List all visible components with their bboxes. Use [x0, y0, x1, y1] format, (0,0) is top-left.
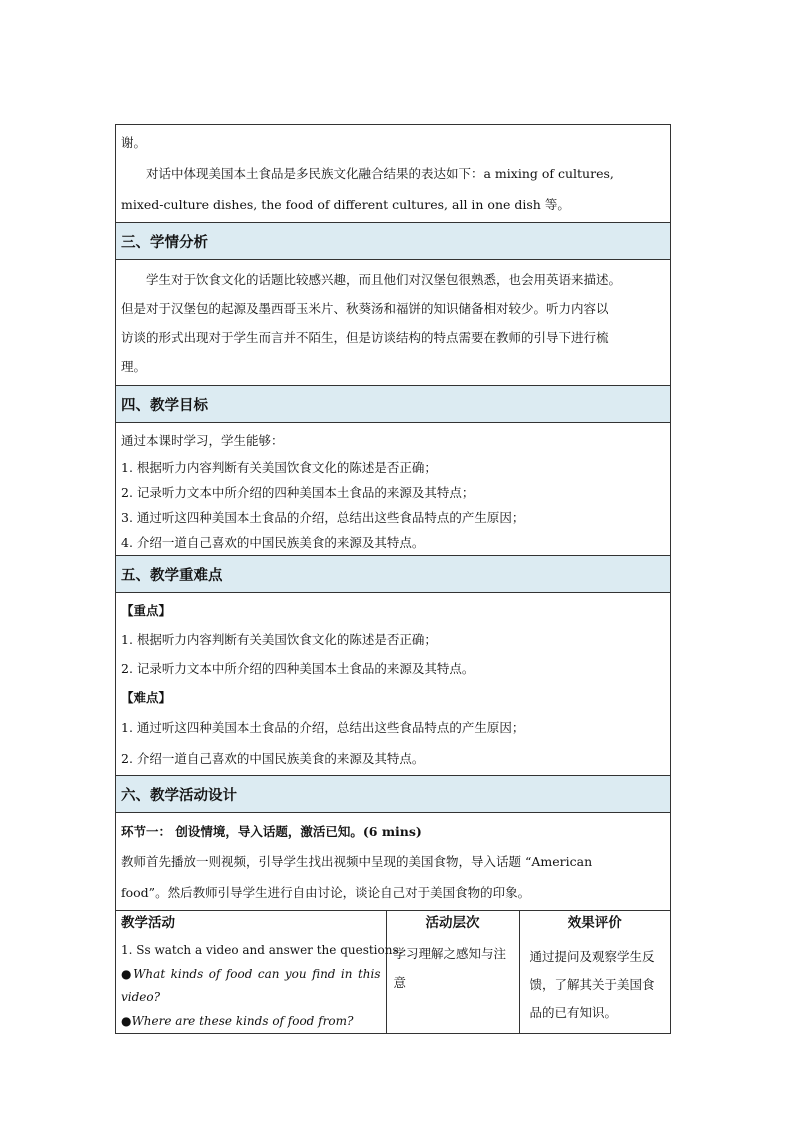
step-1-line-1: 教师首先播放一则视频，引导学生找出视频中呈现的美国食物，导入话题 “American — [121, 854, 593, 869]
col-activity-header: 教学活动 — [116, 911, 386, 939]
section-5-body — [116, 593, 671, 776]
s3-line-2: 但是对于汉堡包的起源及墨西哥玉米片、秋葵汤和福饼的知识储备相对较少。听力内容以 — [121, 301, 609, 316]
s4-item-1: 1. 根据听力内容判断有关美国饮食文化的陈述是否正确； — [121, 460, 437, 475]
section-5-title: 五、教学重难点 — [116, 556, 671, 593]
s4-intro: 通过本课时学习，学生能够： — [121, 433, 284, 448]
s5-diff-item-2: 2. 介绍一道自己喜欢的中国民族美食的来源及其特点。 — [121, 751, 425, 766]
s5-key-item-2: 2. 记录听力文本中所介绍的四种美国本土食品的来源及其特点。 — [121, 661, 475, 676]
s3-line-4: 理。 — [121, 359, 147, 374]
activity-1-evaluation: 通过提问及观察学生反馈，了解其关于美国食品的已有知识。 — [529, 949, 655, 1020]
section-4-body — [116, 423, 671, 556]
activity-1-level: 学习理解之感知与注意 — [386, 939, 519, 1033]
section-6-step — [116, 813, 671, 911]
s3-line-3: 访谈的形式出现对于学生而言并不陌生，但是访谈结构的特点需要在教师的引导下进行梳 — [121, 330, 609, 345]
activity-table-row-1 — [116, 939, 670, 1033]
intro-line-2: 对话中体现美国本土食品是多民族文化融合结果的表达如下：a mixing of cultures, — [146, 166, 614, 181]
section-6-title: 六、教学活动设计 — [116, 776, 671, 813]
s5-key-label: 【重点】 — [121, 603, 172, 618]
activity-table-header — [116, 911, 670, 939]
activity-table — [116, 911, 670, 1033]
lesson-plan-table — [115, 124, 671, 1034]
step-1-line-2: food”。然后教师引导学生进行自由讨论，谈论自己对于美国食物的印象。 — [121, 885, 531, 900]
s4-item-3: 3. 通过听这四种美国本土食品的介绍，总结出这些食品特点的产生原因； — [121, 510, 525, 525]
section-3-title: 三、学情分析 — [116, 223, 671, 260]
intro-line-3: mixed-culture dishes, the food of different cultures, all in one dish 等。 — [121, 197, 570, 212]
step-1-title: 环节一： 创设情境，导入话题，激活已知。(6 mins) — [121, 824, 422, 839]
s5-key-item-1: 1. 根据听力内容判断有关美国饮食文化的陈述是否正确； — [121, 632, 437, 647]
section-6-header — [116, 776, 671, 813]
section-5-header — [116, 556, 671, 593]
s4-item-2: 2. 记录听力文本中所介绍的四种美国本土食品的来源及其特点； — [121, 485, 475, 500]
section-3-header — [116, 223, 671, 260]
activity-1-question-1: ●What kinds of food can you find in this video? — [121, 966, 381, 1004]
activity-1-text: 1. Ss watch a video and answer the questions. — [121, 943, 403, 957]
col-evaluation-header: 效果评价 — [567, 915, 622, 931]
activity-1-question-2: ●Where are these kinds of food from? — [121, 1013, 354, 1028]
section-3-body — [116, 260, 671, 386]
section-4-header — [116, 386, 671, 423]
intro-continuation-row — [116, 125, 671, 223]
activity-table-row — [116, 911, 671, 1034]
s4-item-4: 4. 介绍一道自己喜欢的中国民族美食的来源及其特点。 — [121, 535, 425, 550]
s5-diff-label: 【难点】 — [121, 690, 172, 705]
col-level-header: 活动层次 — [386, 911, 519, 939]
intro-line-1: 谢。 — [121, 135, 147, 150]
s5-diff-item-1: 1. 通过听这四种美国本土食品的介绍，总结出这些食品特点的产生原因； — [121, 720, 525, 735]
section-4-title: 四、教学目标 — [116, 386, 671, 423]
s3-line-1: 学生对于饮食文化的话题比较感兴趣，而且他们对汉堡包很熟悉，也会用英语来描述。 — [146, 272, 622, 287]
